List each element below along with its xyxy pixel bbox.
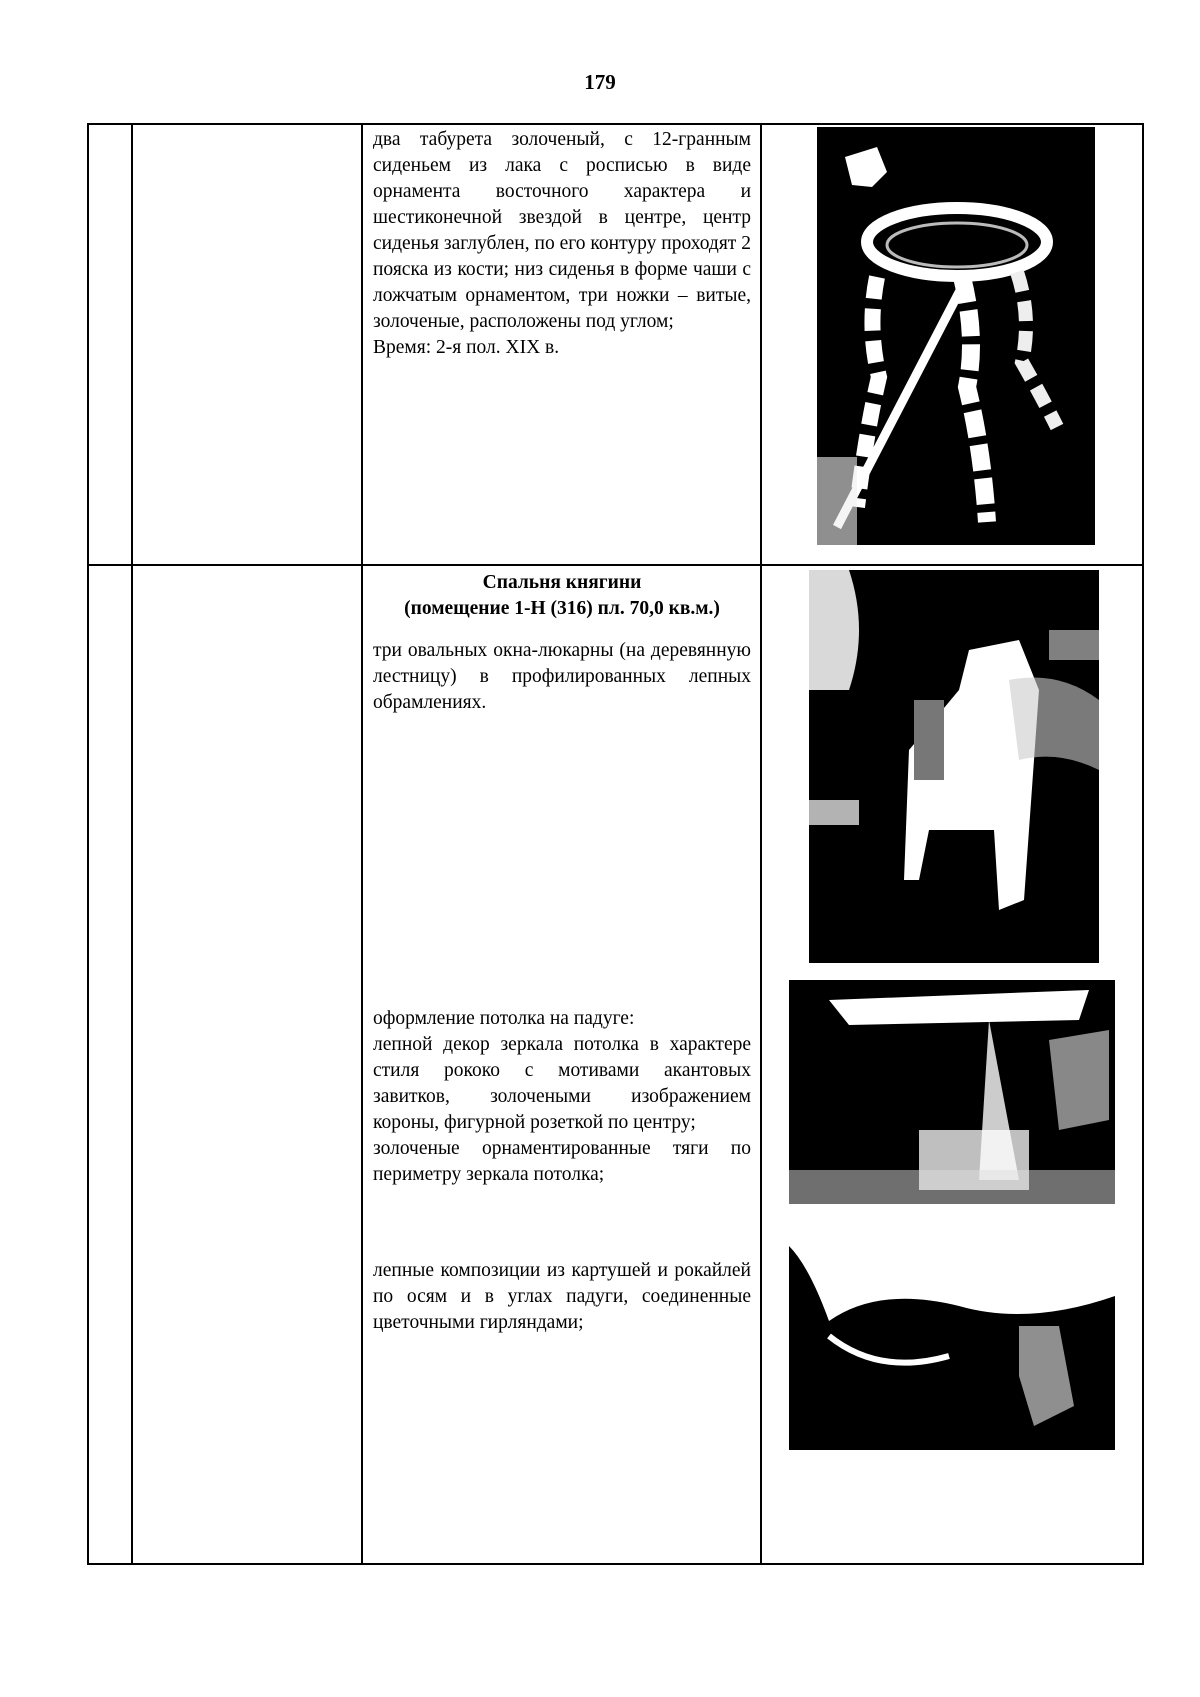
- stool-dating: Время: 2-я пол. XIX в.: [373, 337, 560, 358]
- table-row-stools: [87, 123, 1144, 566]
- lucarne-text: три овальных окна-люкарны (на деревянную лестницу) в профилированных лепных обрамлениях.: [373, 640, 751, 713]
- ceiling-description: [373, 1006, 751, 1188]
- column-divider: [760, 566, 762, 1563]
- room-area: (помещение 1-Н (316) пл. 70,0 кв.м.): [404, 598, 720, 619]
- column-divider: [131, 566, 133, 1563]
- page-number: 179: [584, 70, 616, 94]
- stool-description-text: два табурета золоченый, с 12-гранным сиденьем из лака с росписью в виде орнамента восточного характера и шестиконечной звездой в центре, центр сиденья заглублен, по его контуру проходят 2 пояска из кости; низ сиденья в форме чаши с ложчатым орнаментом, три ножки – витые, золоченые, расположены под углом;: [373, 129, 751, 332]
- cove-detail-photo: [789, 1226, 1115, 1450]
- column-divider: [131, 125, 133, 564]
- stool-description: [373, 127, 751, 361]
- column-divider: [361, 125, 363, 564]
- ceiling-interior-photo: [789, 980, 1115, 1204]
- ceiling-mirror-decor: лепной декор зеркала потолка в характере стиля рококо с мотивами акантовых завитков, золочеными изображением короны, фигурной розеткой по центру;: [373, 1034, 751, 1133]
- room-heading: [373, 570, 751, 622]
- ceiling-intro: оформление потолка на падуге:: [373, 1008, 635, 1029]
- cove-description: [373, 1258, 751, 1336]
- column-divider: [760, 125, 762, 564]
- lucarne-window-photo: [809, 570, 1099, 963]
- stool-photo: [817, 127, 1095, 545]
- ceiling-rods: золоченые орнаментированные тяги по периметру зеркала потолка;: [373, 1138, 751, 1185]
- room-title: Спальня княгини: [482, 572, 642, 593]
- column-divider: [361, 566, 363, 1563]
- cove-text: лепные композиции из картушей и рокайлей по осям и в углах падуги, соединенные цветочными гирляндами;: [373, 1260, 751, 1333]
- object-table: [87, 123, 1144, 1565]
- lucarne-description: [373, 638, 751, 716]
- table-row-bedroom: [87, 566, 1144, 1565]
